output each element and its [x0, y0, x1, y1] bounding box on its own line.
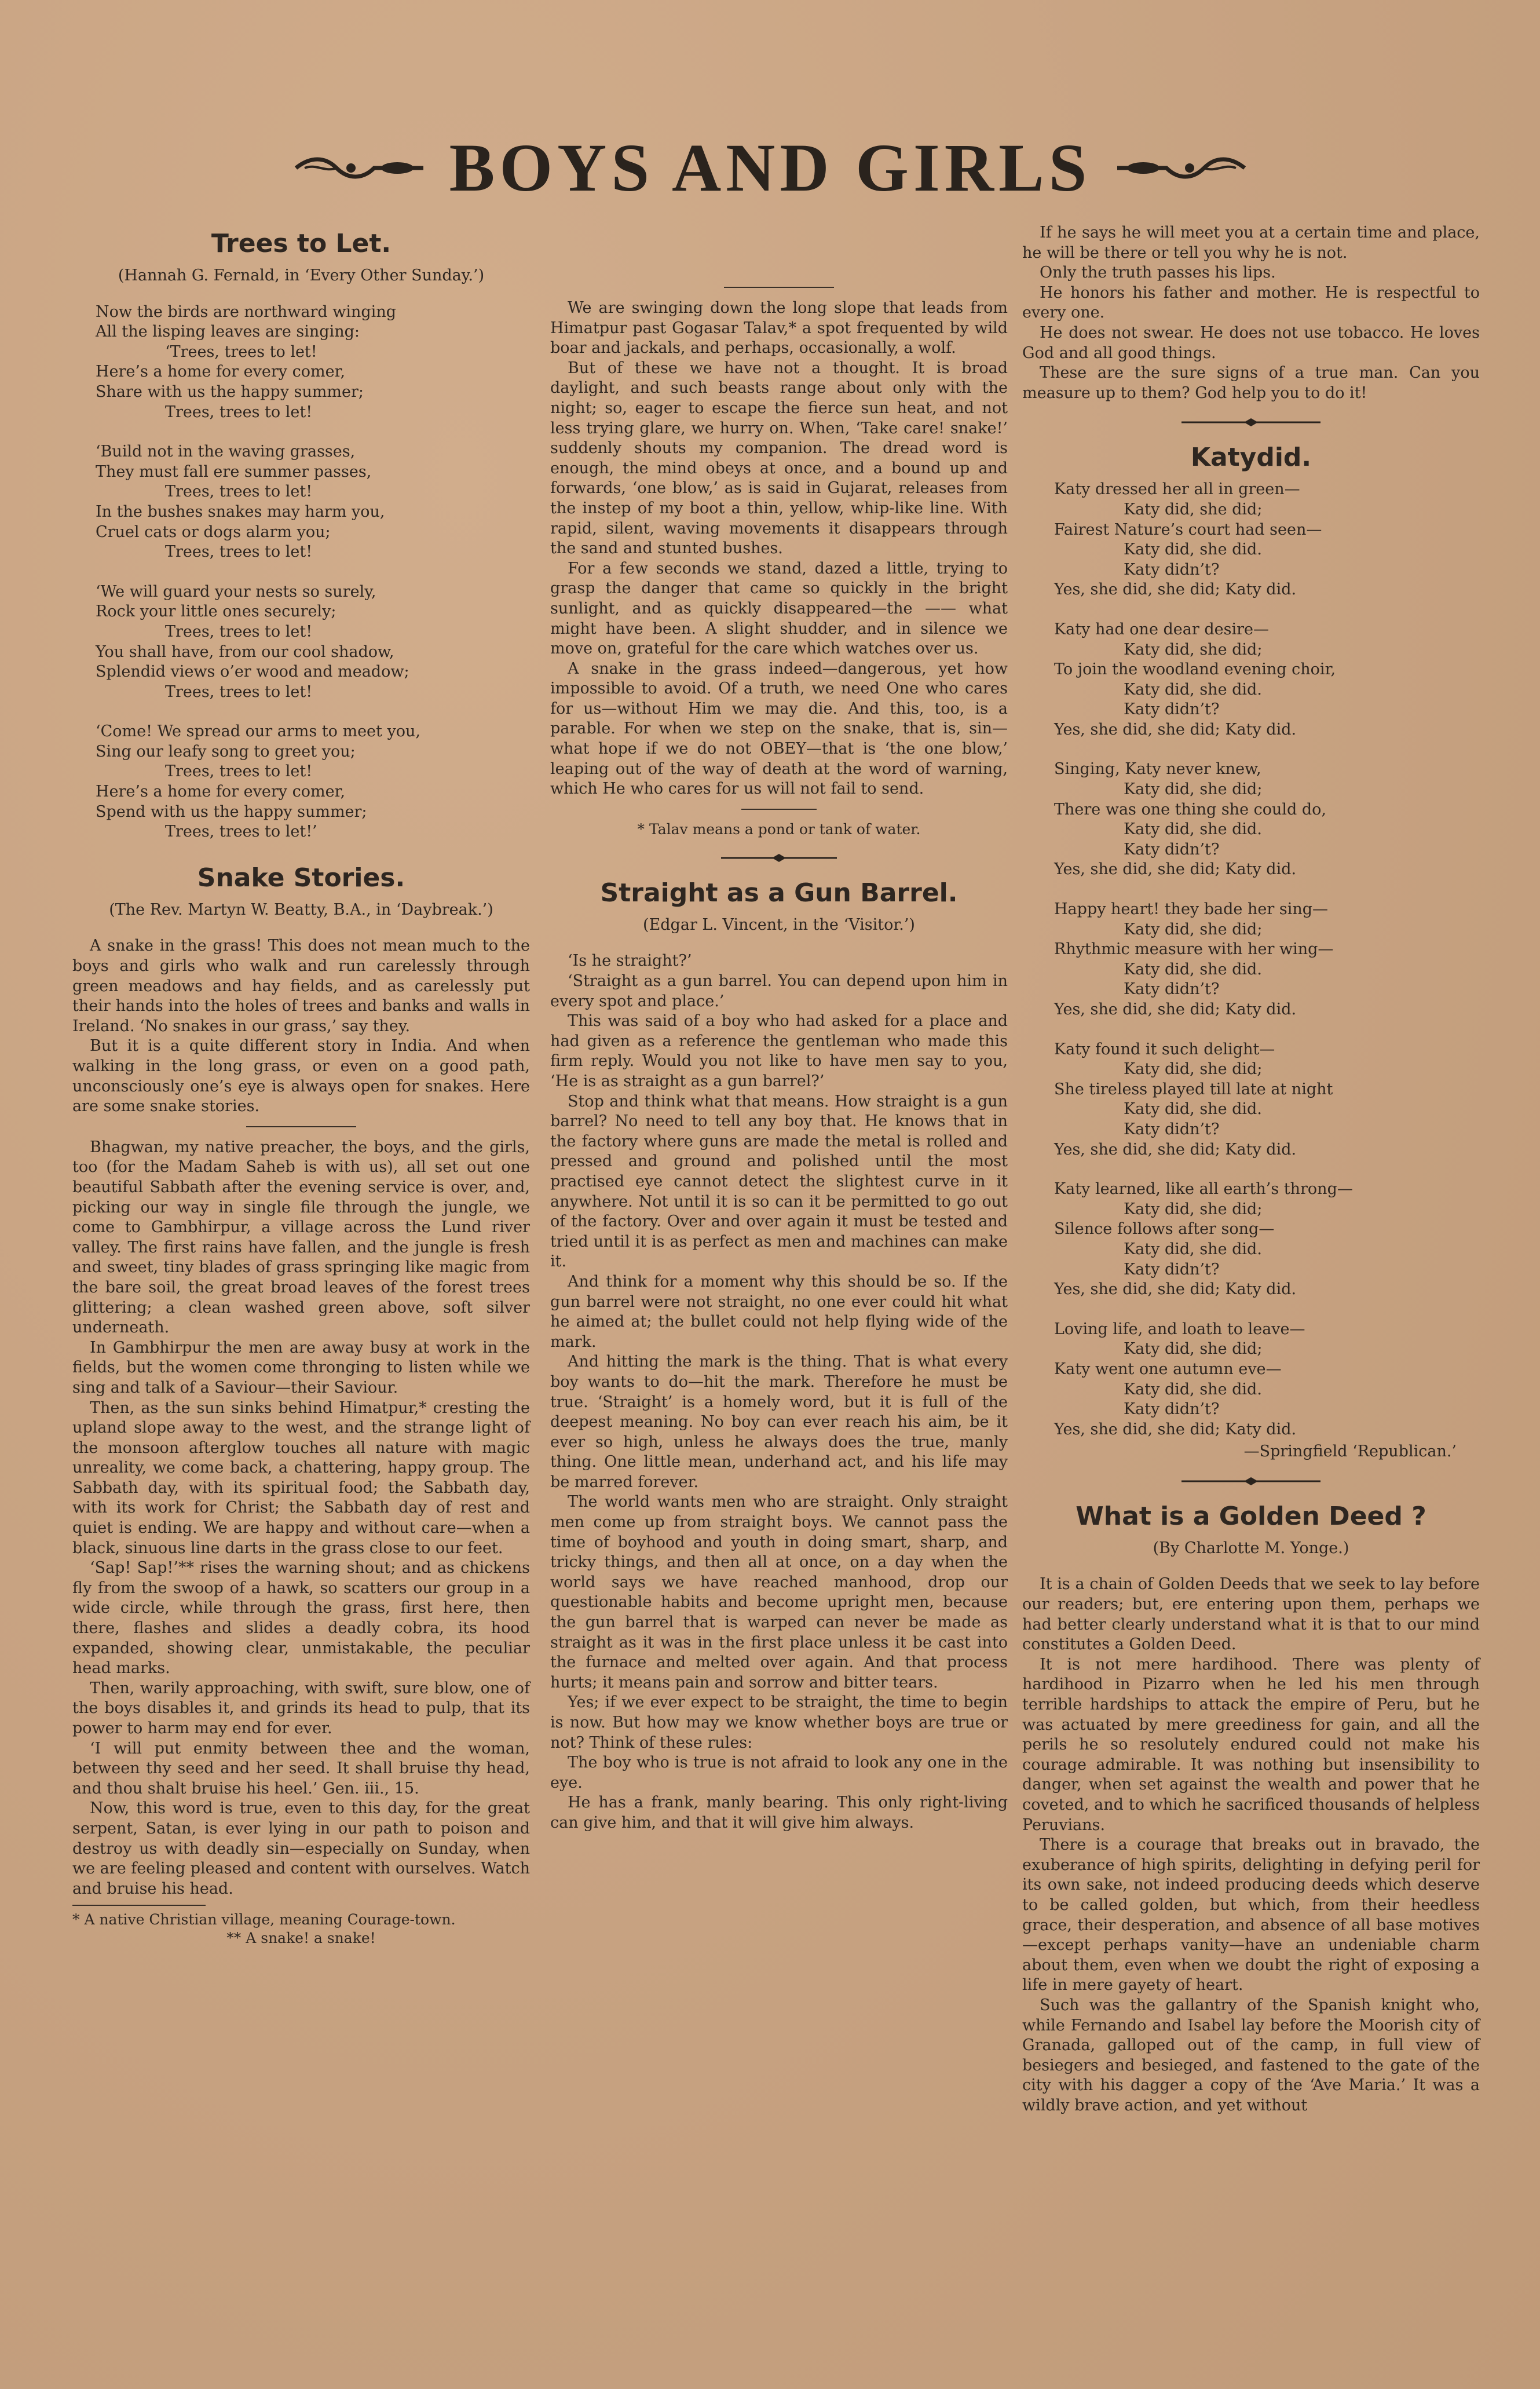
gun-byline: (Edgar L. Vincent, in the ‘Visitor.’)	[643, 915, 915, 934]
katydid-line: Katy did, she did;	[1124, 1060, 1263, 1079]
section-divider-ornament	[550, 854, 1008, 862]
paragraph: We are swinging down the long slope that leads from Himatpur past Gogasar Talav,* a spot frequented by wild boar and jackals, and perhaps, occasionally, a wolf.	[550, 299, 1008, 357]
katydid-line: Katy didn’t?	[1124, 1400, 1220, 1419]
trees-line: Trees, trees to let!	[165, 762, 313, 781]
katydid-line: Yes, she did, she did; Katy did.	[1054, 720, 1297, 739]
katydid-stanza	[1054, 759, 1480, 880]
paragraph: Stop and think what that means. How straight is a gun barrel? No need to tell any boy that. He knows that in the factory where guns are made the metal is rolled and pressed and ground and polished until the most practised eye cannot detect the slightest curve in it anywhere. Not until it is so can it be permitted to go out of the factory. Over and over again it must be tested and tried until it is as perfect as men and machines can make it.	[550, 1092, 1008, 1271]
paragraph: If he says he will meet you at a certain time and place, he will be there or tell you why he is not.	[1022, 224, 1480, 262]
katydid-line: Singing, Katy never knew,	[1054, 760, 1261, 779]
katydid-line: Katy did, she did.	[1124, 1240, 1262, 1258]
golden-body	[1022, 1575, 1480, 2116]
trees-line: ‘Build not in the waving grasses,	[96, 443, 356, 461]
paragraph: ‘Straight as a gun barrel. You can depend upon him in every spot and place.’	[550, 972, 1008, 1010]
gun-body-continued	[1022, 223, 1480, 403]
trees-line: Here’s a home for every comer,	[96, 363, 346, 381]
katydid-line: Katy did, she did;	[1124, 1340, 1263, 1358]
trees-line: In the bushes snakes may harm you,	[96, 502, 385, 521]
paragraph: Only the truth passes his lips.	[1040, 264, 1276, 282]
katydid-line: Yes, she did, she did; Katy did.	[1054, 1420, 1297, 1438]
column-3	[1022, 223, 1480, 2116]
masthead-title: BOYS AND GIRLS	[449, 130, 1092, 206]
paragraph: But it is a quite different story in India. And when walking in the long grass, or even on a good path, unconsciously one’s eye is always open for snakes. Here are some snake stories.	[72, 1037, 530, 1116]
trees-line: Rock your little ones securely;	[96, 602, 336, 621]
katydid-line: There was one thing she could do,	[1054, 800, 1327, 819]
trees-poem	[96, 302, 530, 842]
gun-title: Straight as a Gun Barrel.	[600, 878, 958, 908]
paragraph: ‘Is he straight?’	[568, 952, 692, 970]
katydid-stanza	[1054, 900, 1480, 1020]
katydid-line: Silence follows after song—	[1054, 1220, 1275, 1239]
trees-line: Splendid views o’er wood and meadow;	[96, 663, 409, 681]
diamond-rule-icon	[1181, 418, 1320, 426]
katydid-line: Katy didn’t?	[1124, 560, 1220, 579]
katydid-line: Katy didn’t?	[1124, 840, 1220, 859]
katydid-stanza	[1054, 1179, 1480, 1300]
diamond-rule-icon	[1181, 1477, 1320, 1485]
footnote-snake: ** A snake! a snake!	[226, 1930, 376, 1947]
katydid-line: Katy did, she did;	[1124, 780, 1263, 799]
paragraph: The boy who is true is not afraid to look any one in the eye.	[550, 1754, 1008, 1792]
footnote-village: * A native Christian village, meaning Courage-town.	[72, 1911, 456, 1928]
paragraph: Then, as the sun sinks behind Himatpur,* cresting the upland slope away to the west, and the strange light of the monsoon afterglow touches all nature with magic unreality, we come back, a chattering, happy group. The Sabbath day, with its spiritual food; the Sabbath day, with its work for Christ; the Sabbath day of rest and quiet is ending. We are happy and without care—when a black, sinuous line darts in the grass close to our feet.	[72, 1398, 530, 1557]
trees-line: Trees, trees to let!	[165, 403, 313, 421]
masthead	[243, 125, 1297, 211]
trees-line: Sing our leafy song to greet you;	[96, 742, 356, 761]
trees-stanza	[96, 722, 530, 842]
trees-line: Trees, trees to let!	[165, 483, 313, 501]
katydid-line: Loving life, and loath to leave—	[1054, 1320, 1305, 1338]
katydid-line: Katy didn’t?	[1124, 980, 1220, 999]
column-1	[72, 223, 530, 1948]
trees-title: Trees to Let.	[211, 229, 392, 258]
katydid-stanza	[1054, 620, 1480, 740]
paragraph: There is a courage that breaks out in bravado, the exuberance of high spirits, delighting in defying peril for its own sake, not indeed producing deeds which deserve to be called golden, but which, from their heedless grace, their desperation, and absence of all base motives—except perhaps vanity—have an undeniable charm about them, even when we doubt the right of exposing a life in mere gayety of heart.	[1022, 1836, 1480, 1995]
trees-line: You shall have, from our cool shadow,	[96, 642, 394, 661]
trees-line: All the lisping leaves are singing:	[96, 323, 360, 341]
trees-stanza	[96, 582, 530, 703]
snake-intro	[72, 936, 530, 1116]
paragraph: And think for a moment why this should be so. If the gun barrel were not straight, no one ever could hit what he aimed at; the bullet could not help flying wide of the mark.	[550, 1272, 1008, 1351]
katydid-line: Rhythmic measure with her wing—	[1054, 940, 1334, 959]
column-2	[550, 223, 1008, 1833]
katydid-line: Katy did, she did;	[1124, 920, 1263, 938]
right-flourish-ornament	[1114, 151, 1248, 185]
katydid-line: Katy did, she did.	[1124, 820, 1262, 839]
paragraph: In Gambhirpur the men are away busy at work in the fields, but the women come thronging to listen while we sing and talk of a Saviour—their Saviour.	[72, 1338, 530, 1397]
trees-line: ‘We will guard your nests so surely,	[96, 582, 376, 601]
katydid-line: Yes, she did, she did; Katy did.	[1054, 1140, 1297, 1159]
trees-line: Share with us the happy summer;	[96, 382, 364, 401]
paragraph: The world wants men who are straight. Only straight men come up from straight boys. We cannot pass the time of boyhood and youth in doing smart, sharp, and tricky things, and then all at once, on a day when the world says we have reached manhood, drop our questionable habits and become upright men, because the gun barrel that is warped can never be made as straight as it was in the first place unless it be cast into the furnace and melted over again. And that process hurts; it means pain and sorrow and bitter tears.	[550, 1493, 1008, 1692]
paragraph: It is not mere hardihood. There was plenty of hardihood in Pizarro when he led his men through terrible hardships to attack the empire of Peru, but he was actuated by mere greediness for gain, and all the perils he so resolutely endured could not make his courage admirable. It was nothing but insensibility to danger, when set against the wealth and power that he coveted, and to which he sacrificed thousands of helpless Peruvians.	[1022, 1655, 1480, 1834]
section-rule	[724, 287, 834, 288]
trees-line: ‘Come! We spread our arms to meet you,	[96, 722, 420, 741]
katydid-stanza	[1054, 1320, 1480, 1440]
diamond-rule-icon	[721, 854, 837, 862]
paragraph: ‘Sap! Sap!’** rises the warning shout; and as chickens fly from the swoop of a hawk, so scatters our group in a wide circle, while through the grass, first here, then there, flashes and slides a deadly cobra, its hood expanded, showing clear, unmistakable, the peculiar head marks.	[72, 1559, 530, 1678]
paragraph: He honors his father and mother. He is respectful to every one.	[1022, 283, 1480, 322]
katydid-line: To join the woodland evening choir,	[1054, 660, 1336, 679]
katydid-line: Happy heart! they bade her sing—	[1054, 900, 1329, 919]
katydid-line: Fairest Nature’s court had seen—	[1054, 520, 1322, 539]
paragraph: Now, this word is true, even to this day, for the great serpent, Satan, is ever lying in our path to poison and destroy us with deadly sin—especially on Sunday, when we are feeling pleased and content with ourselves. Watch and bruise his head.	[72, 1799, 530, 1898]
trees-line: Trees, trees to let!	[165, 543, 313, 561]
katydid-line: Katy didn’t?	[1124, 1260, 1220, 1278]
paragraph: ‘I will put enmity between thee and the woman, between thy seed and her seed. It shall bruise thy head, and thou shalt bruise his heel.’ Gen. iii., 15.	[72, 1739, 530, 1798]
katydid-line: Katy did, she did.	[1124, 540, 1262, 559]
katydid-line: Yes, she did, she did; Katy did.	[1054, 860, 1297, 879]
section-divider-ornament	[1022, 1477, 1480, 1485]
paragraph: And hitting the mark is the thing. That is what every boy wants to do—hit the mark. Therefore he must be true. ‘Straight’ is a homely word, but it is full of the deepest meaning. No boy can ever reach his aim, be it ever so high, unless he always does the true, manly thing. One little mean, underhand act, and his life may be marred forever.	[550, 1353, 1008, 1491]
trees-line: Spend with us the happy summer;	[96, 802, 367, 821]
paragraph: Then, warily approaching, with swift, sure blow, one of the boys disables it, and grinds its head to pulp, that its power to harm may end for ever.	[72, 1679, 530, 1737]
paragraph: He does not swear. He does not use tobacco. He loves God and all good things.	[1022, 323, 1480, 362]
golden-title: What is a Golden Deed ?	[1076, 1501, 1426, 1531]
katydid-line: Yes, she did, she did; Katy did.	[1054, 1280, 1297, 1299]
trees-line: Trees, trees to let!’	[165, 823, 317, 841]
snake-story-one	[72, 1138, 530, 1899]
katydid-line: Katy went one autumn eve—	[1054, 1360, 1282, 1378]
paragraph: A snake in the grass! This does not mean much to the boys and girls who walk and run carelessly through green meadows and hay fields, and as carelessly put their hands into the holes of trees and banks and walls in Ireland. ‘No snakes in our grass,’ say they.	[72, 937, 530, 1035]
snake-byline: (The Rev. Martyn W. Beatty, B.A., in ‘Daybreak.’)	[109, 900, 493, 919]
katydid-line: Katy did, she did.	[1124, 1100, 1262, 1119]
paragraph: Bhagwan, my native preacher, the boys, and the girls, too (for the Madam Saheb is with us), all set out one beautiful Sabbath after the evening service is over, and, picking our way in single file through the jungle, we come to Gambhirpur, a village across the Lund river valley. The first rains have fallen, and the jungle is fresh and sweet, tiny blades of grass springing like magic from the bare soil, the great broad leaves of the forest trees glittering; a clean washed green above, soft silver underneath.	[72, 1138, 530, 1337]
katydid-line: She tireless played till late at night	[1054, 1080, 1333, 1098]
paragraph: He has a frank, manly bearing. This only right-living can give him, and that it will give him always.	[550, 1793, 1008, 1832]
trees-byline: (Hannah G. Fernald, in ‘Every Other Sunday.’)	[118, 266, 485, 284]
paragraph: These are the sure signs of a true man. Can you measure up to them? God help you to do it!	[1022, 364, 1480, 402]
trees-line: Now the birds are northward winging	[96, 302, 396, 321]
trees-line: Trees, trees to let!	[165, 622, 313, 641]
footnote-talav: * Talav means a pond or tank of water.	[637, 820, 921, 838]
katydid-line: Katy did, she did;	[1124, 500, 1263, 518]
paragraph: Yes; if we ever expect to be straight, the time to begin is now. But how may we know whether boys are true or not? Think of these rules:	[550, 1693, 1008, 1752]
katydid-line: Katy did, she did;	[1124, 640, 1263, 659]
paragraph: Such was the gallantry of the Spanish knight who, while Fernando and Isabel lay before the Moorish city of Granada, galloped out of the camp, in full view of besiegers and besieged, and fastened to the gate of the city with his dagger a copy of the ‘Ave Maria.’ It was a wildly brave action, and yet without	[1022, 1996, 1480, 2114]
trees-line: Here’s a home for every comer,	[96, 783, 346, 801]
paragraph: It is a chain of Golden Deeds that we seek to lay before our readers; but, ere entering upon them, perhaps we had better clearly understand what it is that to our mind constitutes a Golden Deed.	[1022, 1575, 1480, 1654]
katydid-line: Katy did, she did;	[1124, 1200, 1263, 1218]
paragraph: For a few seconds we stand, dazed a little, trying to grasp the danger that came so quickly in the bright sunlight, and as quickly disappeared—the —— what might have been. A slight shudder, and in silence we move on, grateful for the care which watches over us.	[550, 559, 1008, 658]
katydid-line: Katy dressed her all in green—	[1054, 480, 1300, 499]
footnote-rule	[741, 809, 817, 810]
gun-body	[550, 951, 1008, 1833]
katydid-line: Katy did, she did.	[1124, 960, 1262, 978]
trees-line: Trees, trees to let!	[165, 682, 313, 701]
katydid-attribution: —Springfield ‘Republican.’	[1243, 1442, 1457, 1461]
left-flourish-ornament	[293, 151, 426, 185]
trees-stanza	[96, 302, 530, 423]
trees-line: Cruel cats or dogs alarm you;	[96, 523, 331, 541]
snake-title: Snake Stories.	[197, 863, 405, 893]
katydid-poem	[1054, 480, 1480, 1440]
paragraph: But of these we have not a thought. It is broad daylight, and such beasts range about only with the night; so, eager to escape the fierce sun heat, and not less trying glare, we hurry on. When, ‘Take care! snake!’ suddenly shouts my companion. The dread word is enough, the mind obeys at once, and a bound up and forwards, ‘one blow,’ as is said in Gujarat, releases from the instep of my boot a thin, yellow, whip-like line. With rapid, silent, waving movements it disappears through the sand and stunted bushes.	[550, 359, 1008, 558]
snake-story-two	[550, 298, 1008, 799]
golden-byline: (By Charlotte M. Yonge.)	[1153, 1539, 1349, 1557]
katydid-line: Katy learned, like all earth’s throng—	[1054, 1180, 1353, 1199]
trees-line: They must fall ere summer passes,	[96, 462, 372, 481]
katydid-line: Katy didn’t?	[1124, 1120, 1220, 1138]
katydid-line: Katy didn’t?	[1124, 700, 1220, 719]
katydid-title: Katydid.	[1190, 443, 1312, 473]
paragraph: A snake in the grass indeed—dangerous, yet how impossible to avoid. Of a truth, we need One who cares for us—without Him we may die. And this, too, is a parable. For when we step on the snake, that is, sin—what hope if we do not OBEY—that is ‘the one blow,’ leaping out of the way of death at the word of warning, which He who cares for us will not fail to send.	[550, 659, 1008, 798]
footnote-rule	[72, 1905, 206, 1906]
katydid-line: Katy did, she did.	[1124, 680, 1262, 699]
katydid-line: Yes, she did, she did; Katy did.	[1054, 1000, 1297, 1018]
katydid-line: Katy found it such delight—	[1054, 1040, 1275, 1058]
katydid-stanza	[1054, 480, 1480, 600]
trees-line: ‘Trees, trees to let!	[165, 342, 317, 361]
section-divider-ornament	[1022, 418, 1480, 426]
trees-stanza	[96, 442, 530, 562]
katydid-line: Katy did, she did.	[1124, 1380, 1262, 1398]
paragraph: This was said of a boy who had asked for a place and had given as a reference the gentleman who made this firm reply. Would you not like to have men say to you, ‘He is as straight as a gun barrel?’	[550, 1012, 1008, 1090]
katydid-stanza	[1054, 1040, 1480, 1160]
katydid-line: Yes, she did, she did; Katy did.	[1054, 580, 1297, 599]
katydid-line: Katy had one dear desire—	[1054, 620, 1269, 638]
section-rule	[246, 1126, 356, 1127]
